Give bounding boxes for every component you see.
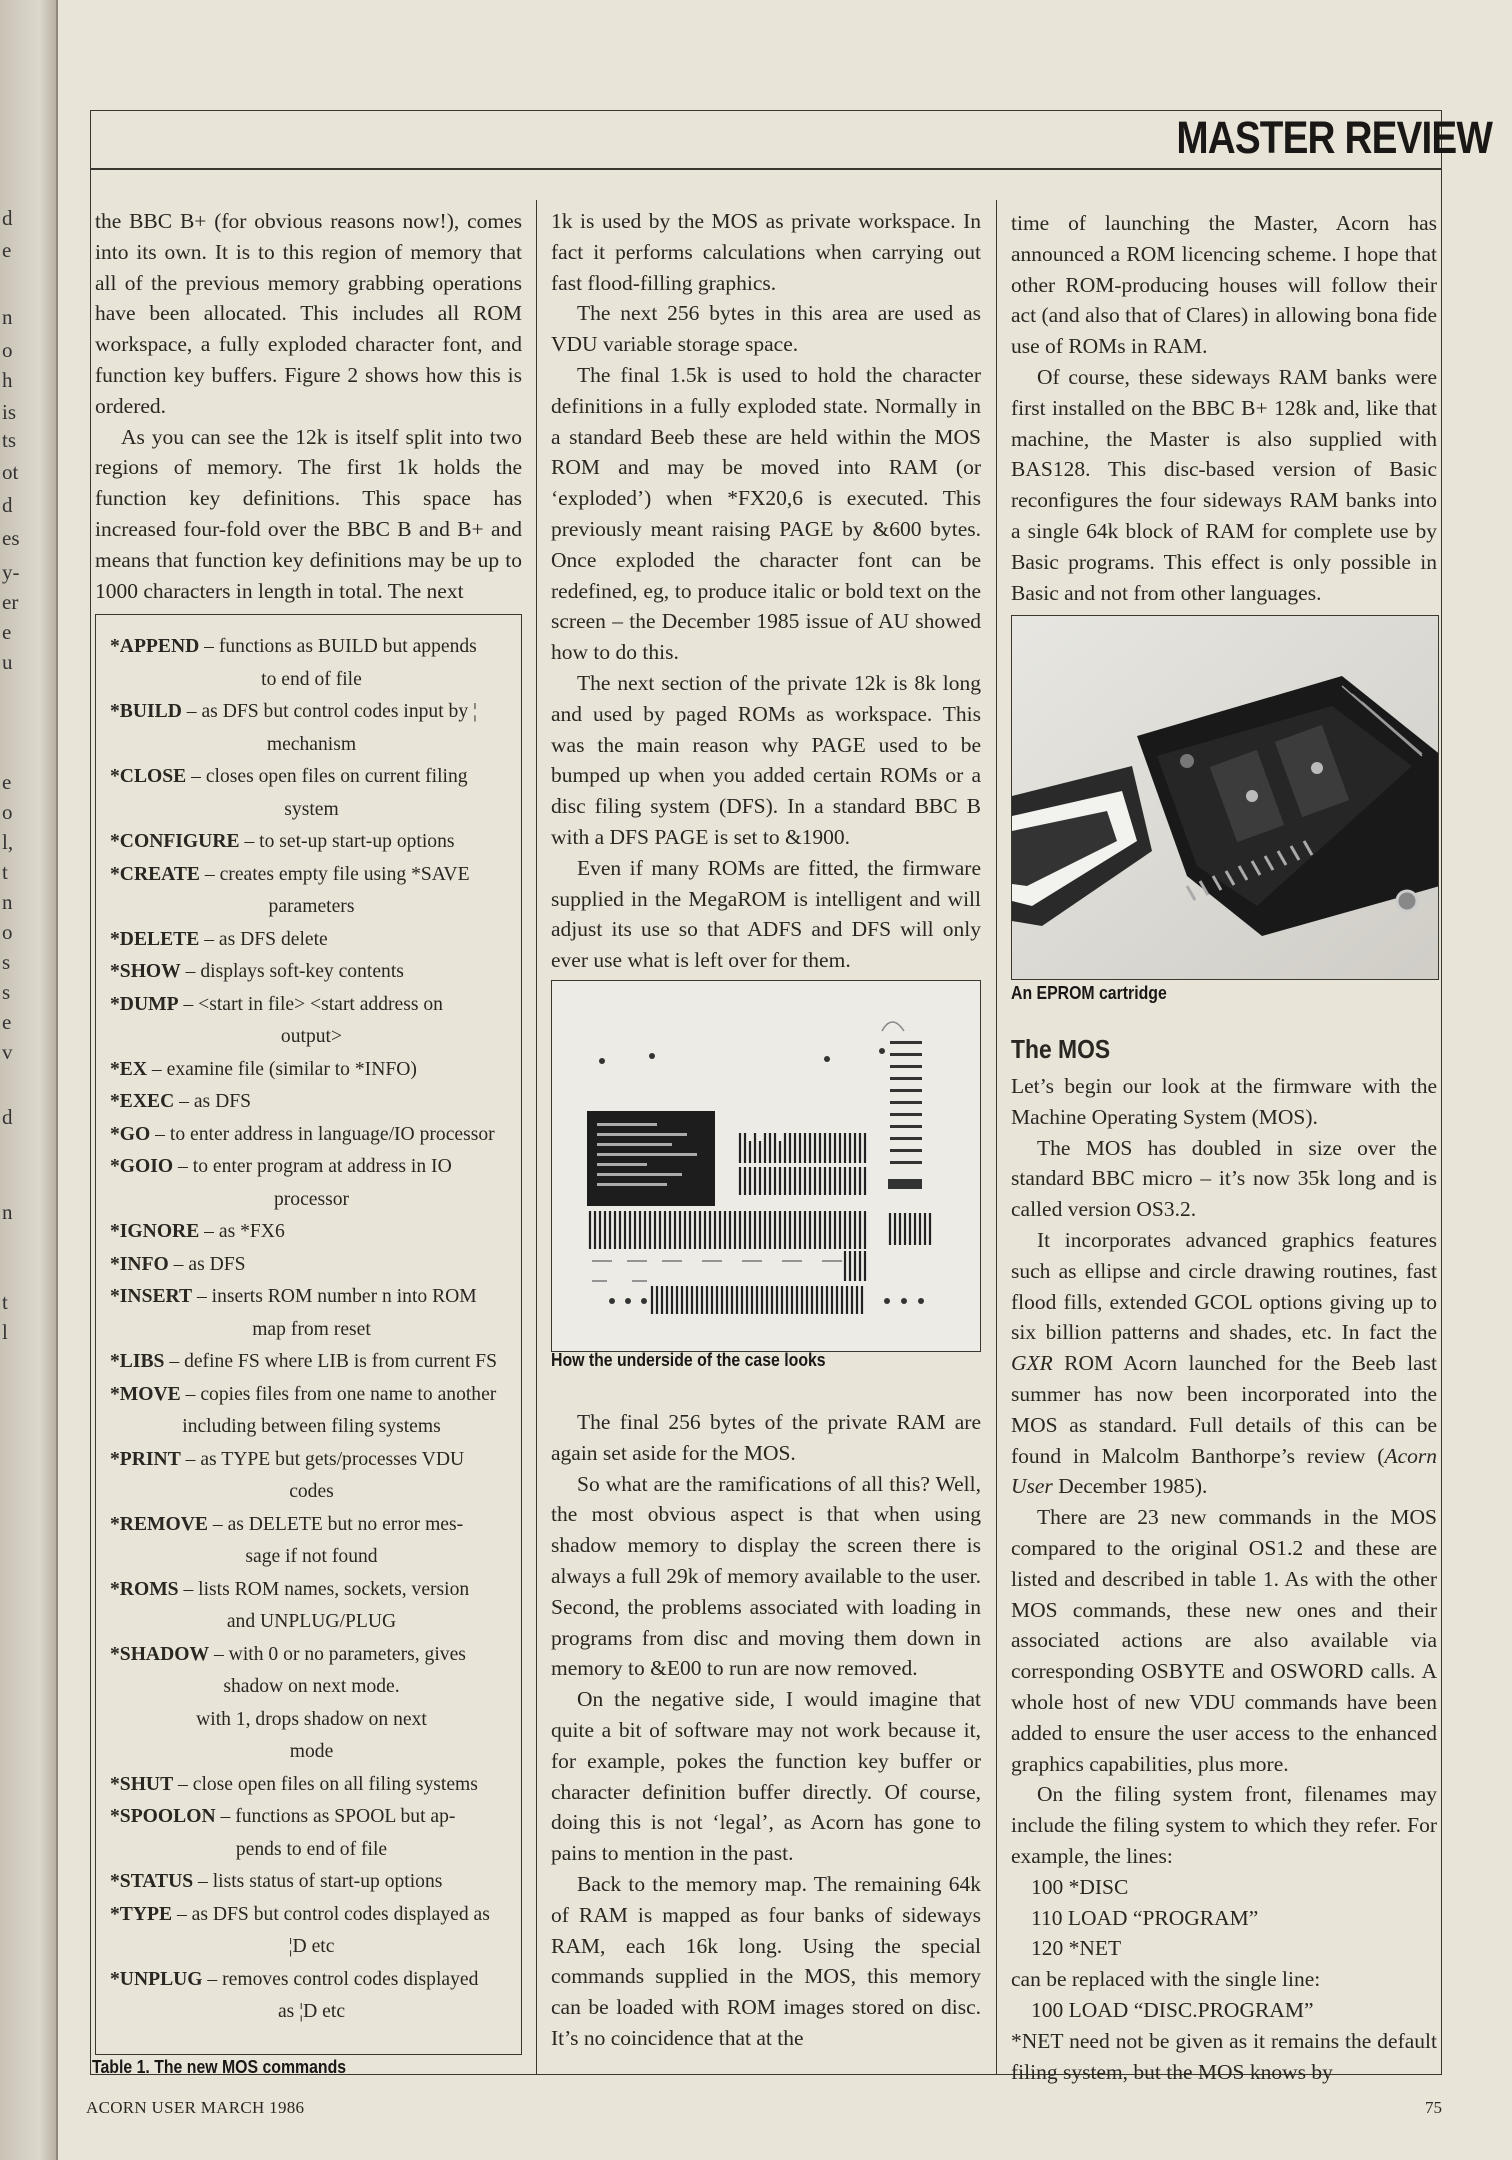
command-description-continued: as ¦D etc — [277, 2001, 346, 2022]
header-rule — [90, 168, 1442, 170]
command-description: – as *FX6 — [199, 1221, 285, 1242]
column-2-lower — [551, 1407, 981, 2054]
command-name: *CONFIGURE — [110, 831, 240, 852]
column-1 — [95, 206, 522, 606]
command-description: – functions as SPOOL but ap- — [215, 1806, 456, 1827]
command-description: – removes control codes displayed — [202, 1968, 479, 1990]
paragraph — [1011, 1225, 1437, 1502]
previous-page-fragment: l — [2, 1320, 8, 1344]
command-name: *APPEND — [110, 636, 200, 657]
command-name: *PRINT — [110, 1448, 181, 1470]
command-name: *UNPLUG — [110, 1968, 203, 1990]
previous-page-fragment: t — [2, 860, 8, 884]
table-row — [110, 1639, 513, 1672]
command-name: *EXEC — [110, 1091, 175, 1112]
command-name: *SHADOW — [110, 1643, 210, 1665]
eprom-cartridge-illustration — [1012, 616, 1439, 980]
paragraph: The final 256 bytes of the private RAM are again set aside for the MOS. — [551, 1410, 981, 1465]
command-description-continued: ¦D etc — [288, 1936, 335, 1957]
command-name: *GO — [110, 1123, 151, 1145]
command-name: *CREATE — [110, 863, 200, 885]
command-name: *EX — [110, 1058, 148, 1080]
previous-page-fragment: o — [2, 338, 13, 362]
command-name: *DUMP — [110, 993, 179, 1015]
command-description-continued: map from reset — [252, 1318, 371, 1340]
table-row — [110, 1281, 513, 1314]
previous-page-fragment: d — [2, 1105, 13, 1129]
previous-page-fragment: e — [2, 620, 12, 644]
command-description: – lists ROM names, sockets, version — [178, 1578, 470, 1600]
table-row — [110, 1119, 513, 1152]
table-row — [110, 696, 513, 729]
column-rule — [536, 200, 537, 2075]
command-description-continued: including between filing systems — [182, 1416, 441, 1437]
paragraph: Let’s begin our look at the firmware with the Machine Operating System (MOS). — [1011, 1074, 1437, 1129]
paragraph: The next section of the private 12k is 8k long and used by paged ROMs as workspace. This was the main reason why PAGE used to be bumped up when you added certain ROMs or a disc filing system (DFS). In a standard BBC B with a DFS PAGE is set to &1900. — [551, 670, 981, 849]
command-name: *BUILD — [110, 701, 182, 722]
command-description: – close open files on all filing systems — [173, 1773, 478, 1795]
page-number: 75 — [1425, 2098, 1442, 2117]
command-description: – <start in file> <start address on — [178, 993, 443, 1015]
command-description: – as DELETE but no error mes- — [207, 1513, 464, 1535]
command-name: *REMOVE — [110, 1513, 208, 1535]
command-name: *STATUS — [110, 1871, 194, 1892]
photo-case-underside — [551, 980, 981, 1352]
command-name: *MOVE — [110, 1383, 181, 1405]
table-row — [110, 1346, 513, 1379]
previous-page-fragment: n — [2, 305, 13, 329]
code-line: 110 LOAD “PROGRAM” — [1031, 1905, 1259, 1930]
previous-page-fragment: er — [2, 590, 19, 614]
column-3 — [1011, 208, 1437, 608]
command-description: – copies files from one name to another — [180, 1383, 497, 1405]
command-description-continued: mode — [289, 1741, 334, 1762]
table-row — [110, 1086, 513, 1119]
command-description-continued: and UNPLUG/PLUG — [226, 1611, 397, 1632]
paragraph: time of launching the Master, Acorn has announced a ROM licencing scheme. I hope that other ROM-producing houses will follow their act (and also that of Clares) in allowing bona fide use of ROMs in RAM. — [1011, 211, 1437, 359]
table-row — [110, 1444, 513, 1477]
previous-page-fragment: d — [2, 206, 13, 230]
previous-page-fragment: ot — [2, 460, 19, 484]
paragraph: On the filing system front, filenames may include the filing system to which they refer. For example, the lines: — [1011, 1782, 1437, 1868]
table-row — [110, 826, 513, 859]
table-row — [110, 859, 513, 892]
command-description-continued: system — [284, 798, 339, 820]
previous-page-fragment: n — [2, 890, 13, 914]
column-2 — [551, 206, 981, 976]
previous-page-fragment: e — [2, 1010, 12, 1034]
command-name: *LIBS — [110, 1351, 165, 1372]
table-row — [110, 924, 513, 957]
previous-page-fragment: l, — [2, 830, 14, 854]
previous-page-fragment: v — [2, 1040, 13, 1064]
previous-page-fragment: s — [2, 980, 11, 1004]
paragraph: The final 1.5k is used to hold the character definitions in a fully exploded state. Normally in a standard Beeb these are held within the MOS ROM and may be moved into RAM (or ‘exploded’) when *FX20,6 is executed. This previously meant raising PAGE by &600 bytes. Once exploded the character font can be redefined, eg, to produce italic or bold text on the screen – the December 1985 issue of AU showed how to do this. — [551, 362, 981, 665]
command-name: *SPOOLON — [110, 1806, 216, 1827]
command-description-continued: sage if not found — [245, 1546, 378, 1567]
table-row — [110, 1899, 513, 1932]
footer-publication: ACORN USER MARCH 1986 — [86, 2098, 305, 2117]
command-name: *DELETE — [110, 928, 200, 950]
paragraph: the BBC B+ (for obvious reasons now!), comes into its own. It is to this region of memory that all of the previous memory grabbing operations have been allocated. This includes all ROM workspace, a fully exploded character font, and function key buffers. Figure 2 shows how this is ordered. — [95, 209, 522, 418]
table-row — [110, 1216, 513, 1249]
command-description-continued: shadow on next mode. — [223, 1676, 400, 1697]
paragraph: As you can see the 12k is itself split into two regions of memory. The first 1k holds the function key definitions. This space has increased four-fold over the BBC B and B+ and means that function key definitions may be up to 1000 characters in length in total. The next — [95, 424, 522, 603]
command-description: – define FS where LIB is from current FS — [164, 1351, 497, 1372]
paragraph: On the negative side, I would imagine that quite a bit of software may not work because it, for example, pokes the function key buffer or character definition buffer directly. Of course, doing this is not ‘legal’, as Acorn has gone to pains to mention in the past. — [551, 1687, 981, 1866]
paragraph: There are 23 new commands in the MOS compared to the original OS1.2 and these are listed and described in table 1. As with the other MOS commands, these new ones and their associated actions are also available via corresponding OSBYTE and OSWORD calls. A whole host of new VDU commands have been added to ensure the user access to the enhanced graphics capabilities, plus more. — [1011, 1505, 1437, 1776]
paragraph: Back to the memory map. The remaining 64k of RAM is mapped as four banks of sideways RAM, each 16k long. Using the special commands supplied in the MOS, this memory can be loaded with ROM images stored on disc. It’s no coincidence that at the — [551, 1871, 981, 2050]
previous-page-fragment: is — [2, 400, 17, 424]
paragraph: The next 256 bytes in this area are used as VDU variable storage space. — [551, 301, 981, 357]
command-name: *ROMS — [110, 1578, 179, 1600]
photo-eprom-cartridge — [1011, 615, 1439, 980]
command-description: – closes open files on current filing — [186, 766, 468, 787]
previous-page-fragment: s — [2, 950, 11, 974]
command-description-continued: pends to end of file — [235, 1838, 388, 1860]
command-description: – to enter address in language/IO processor — [150, 1123, 495, 1145]
previous-page-fragment: n — [2, 1200, 13, 1224]
table-row — [110, 761, 513, 794]
paragraph: Even if many ROMs are fitted, the firmware supplied in the MegaROM is intelligent and will adjust its use so that ADFS and DFS will only ever use what is left over for them. — [551, 855, 981, 973]
text-run: ROM Acorn launched for the Beeb last summer has now been incorporated into the MOS as standard. Full details of this can be found in Malcolm Banthorpe’s review ( — [1011, 1351, 1437, 1468]
command-description: – to enter program at address in IO — [173, 1156, 452, 1177]
previous-page-fragment: t — [2, 1290, 8, 1314]
paragraph: can be replaced with the single line: — [1011, 1967, 1321, 1992]
command-description: – examine file (similar to *INFO) — [147, 1058, 417, 1080]
paragraph: The MOS has doubled in size over the standard BBC micro – it’s now 35k long and is called version OS3.2. — [1011, 1135, 1437, 1222]
command-name: *CLOSE — [110, 766, 187, 787]
command-name: *IGNORE — [110, 1221, 200, 1242]
command-description-continued: to end of file — [261, 668, 362, 690]
text-run: December 1985). — [1052, 1474, 1208, 1499]
previous-page-edge — [0, 0, 58, 2160]
italic-text: Acorn User — [1011, 1443, 1437, 1499]
command-description: – with 0 or no parameters, gives — [209, 1643, 466, 1665]
table-row — [110, 1509, 513, 1542]
table-row — [110, 1801, 513, 1834]
command-description: – inserts ROM number n into ROM — [192, 1286, 477, 1307]
previous-page-fragment: e — [2, 770, 12, 794]
table-row — [110, 1151, 513, 1184]
command-description-continued: processor — [273, 1188, 350, 1210]
previous-page-fragment: h — [2, 368, 13, 392]
command-description: – functions as BUILD but appends — [199, 636, 477, 657]
command-description: – displays soft-key contents — [180, 961, 404, 982]
code-line: 100 *DISC — [1031, 1874, 1129, 1899]
command-description: – to set-up start-up options — [239, 831, 455, 852]
command-description: – as DFS — [174, 1091, 252, 1112]
command-description-continued: with 1, drops shadow on next — [196, 1708, 427, 1730]
text-run: It incorporates advanced graphics features such as ellipse and circle drawing routines, fast flood fills, extended GCOL options giving up to six billion patterns and shades, etc. In fact the — [1011, 1227, 1437, 1345]
previous-page-fragment: o — [2, 800, 13, 824]
command-description: – as TYPE but gets/processes VDU — [180, 1448, 465, 1470]
table-row — [110, 1866, 513, 1899]
figure-caption: How the underside of the case looks — [551, 1350, 826, 1370]
section-header-title: MASTER REVIEW — [1176, 112, 1492, 163]
table-row — [110, 1249, 513, 1282]
command-description-continued: mechanism — [266, 733, 357, 755]
section-heading: The MOS — [1011, 1034, 1111, 1064]
previous-page-fragment: e — [2, 238, 12, 262]
command-name: *INFO — [110, 1253, 169, 1275]
case-underside-illustration — [552, 981, 981, 1352]
table-caption: Table 1. The new MOS commands — [92, 2057, 347, 2077]
table-1-mos-commands — [95, 614, 522, 2055]
command-description-continued: parameters — [268, 896, 355, 917]
command-description: – as DFS but control codes displayed as — [172, 1903, 490, 1925]
figure-caption: An EPROM cartridge — [1011, 983, 1167, 1003]
command-description: – lists status of start-up options — [193, 1871, 443, 1892]
command-description: – as DFS but control codes input by ¦ — [181, 701, 477, 722]
table-row — [110, 1054, 513, 1087]
command-name: *TYPE — [110, 1903, 173, 1925]
previous-page-fragment: ts — [2, 428, 17, 452]
previous-page-fragment: o — [2, 920, 13, 944]
previous-page-fragment: d — [2, 493, 13, 517]
command-description-continued: output> — [280, 1026, 343, 1047]
column-rule — [996, 200, 997, 2075]
table-row — [110, 1769, 513, 1802]
column-3-lower — [1011, 1071, 1437, 2087]
previous-page-fragment: y- — [2, 560, 20, 584]
paragraph: So what are the ramifications of all this? Well, the most obvious aspect is that when using shadow memory to display the screen there is always a full 29k of memory available to the user. Second, the problems associated with loading in programs from disc and moving them down in memory to &E00 to run are now removed. — [551, 1471, 981, 1681]
table-row — [110, 1379, 513, 1412]
table-row — [110, 1574, 513, 1607]
command-name: *GOIO — [110, 1156, 174, 1177]
command-description: – creates empty file using *SAVE — [200, 863, 470, 885]
paragraph: 1k is used by the MOS as private workspace. In fact it performs calculations when carrying out fast flood-filling graphics. — [551, 209, 981, 295]
previous-page-fragment: u — [2, 650, 13, 674]
command-name: *INSERT — [110, 1286, 193, 1307]
code-line: 120 *NET — [1031, 1936, 1122, 1961]
table-row — [110, 631, 513, 664]
command-description: – as DFS delete — [199, 928, 328, 950]
command-name: *SHUT — [110, 1773, 174, 1795]
italic-text: GXR — [1011, 1351, 1053, 1376]
paragraph: Of course, these sideways RAM banks were first installed on the BBC B+ 128k and, like that machine, the Master is also supplied with BAS128. This disc-based version of Basic reconfigures the four sideways RAM banks into a single 64k block of RAM for complete use by Basic programs. This effect is only possible in Basic and not from other languages. — [1011, 364, 1437, 605]
paragraph: *NET need not be given as it remains the default filing system, but the MOS knows by — [1011, 2028, 1437, 2084]
table-row — [110, 989, 513, 1022]
command-description: – as DFS — [168, 1253, 246, 1275]
previous-page-fragment: es — [2, 526, 20, 550]
code-line: 100 LOAD “DISC.PROGRAM” — [1031, 1997, 1314, 2022]
table-row — [110, 956, 513, 989]
command-name: *SHOW — [110, 961, 181, 982]
command-description-continued: codes — [289, 1481, 334, 1502]
table-row — [110, 1964, 513, 1997]
